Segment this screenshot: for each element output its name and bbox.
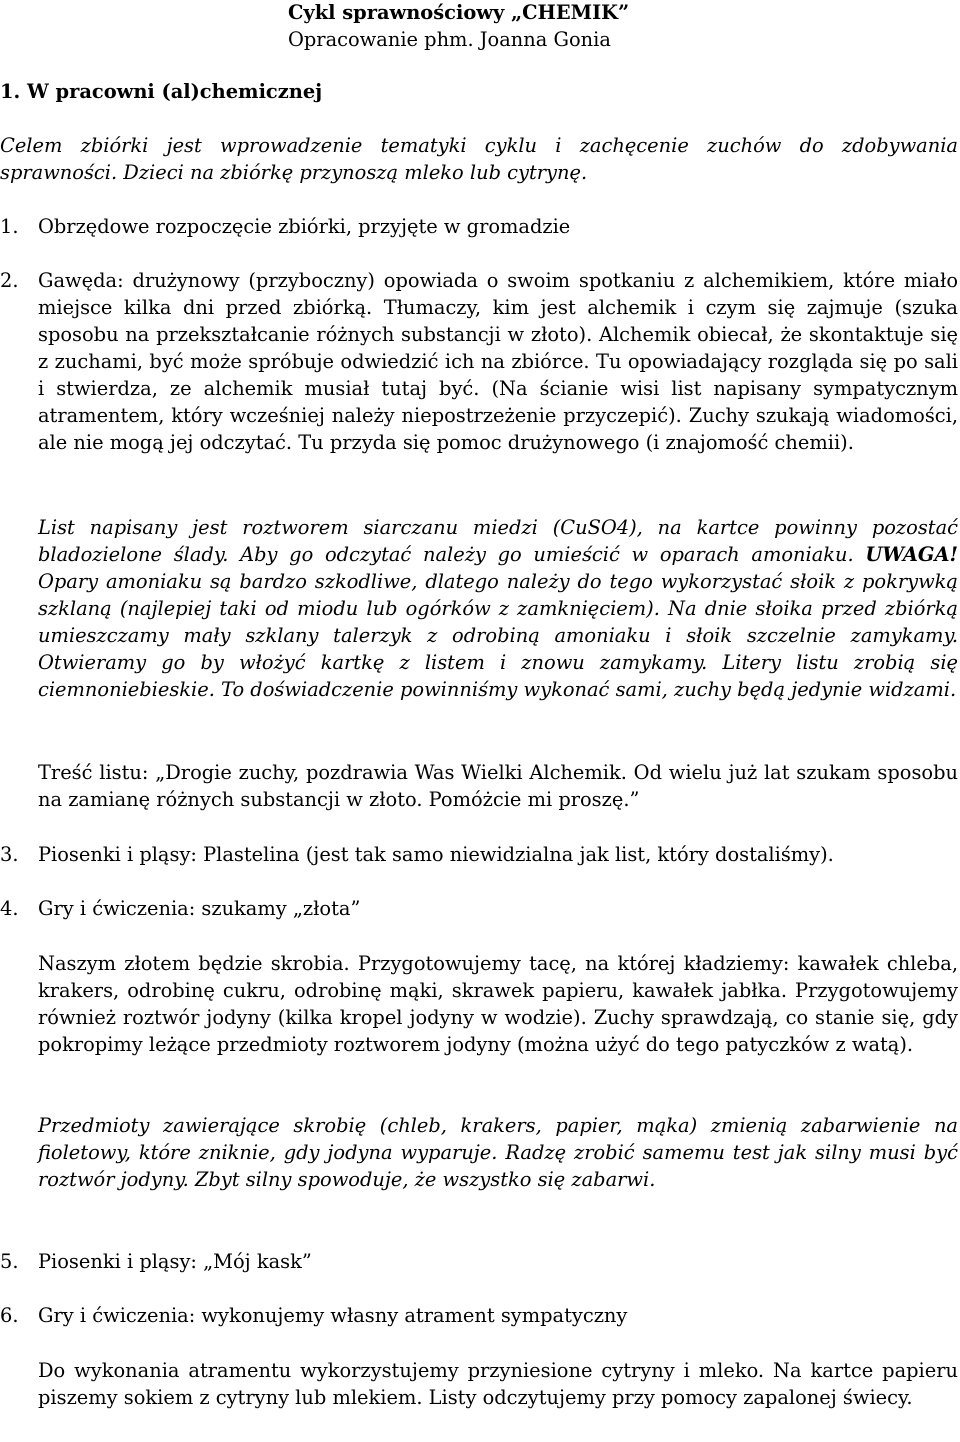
chapter-title: W pracowni (al)chemicznej <box>27 80 323 103</box>
warning-label: UWAGA! <box>865 543 958 566</box>
list-item <box>0 895 958 922</box>
gold-note: Przedmioty zawierające skrobię (chleb, krakers, papier, mąka) zmienią zabarwienie na fioletowy, które zniknie, gdy jodyna wyparuje. Radzę zrobić samemu test jak silny musi być roztwór jodyny. Zbyt silny spowoduje, że wszystko się zabarwi. <box>38 1114 958 1191</box>
gold-description: Naszym złotem będzie skrobia. Przygotowujemy tacę, na której kładziemy: kawałek chleba, krakers, odrobinę cukru, odrobinę mąki, skrawek papieru, kawałek jabłka. Przygotowujemy również roztwór jodyny (kilka kropel jodyny w wodzie). Zuchy sprawdzają, co stanie się, gdy pokropimy leżące przedmioty roztworem jodyny (można użyć do tego patyczków z watą). <box>38 952 958 1056</box>
list-item <box>0 1248 958 1275</box>
list-item <box>0 841 958 868</box>
list-item-number: 6. <box>0 1304 19 1327</box>
list-item-number: 4. <box>0 897 19 920</box>
list-item <box>0 213 958 240</box>
document-author: Opracowanie phm. Joanna Gonia <box>288 28 611 51</box>
letter-note-part1: List napisany jest roztworem siarczanu miedzi (CuSO4), na kartce powinny pozostać bladozielone ślady. Aby go odczytać należy go umieścić w oparach amoniaku. <box>38 516 958 566</box>
list-item-text: Gry i ćwiczenia: szukamy „złota” <box>38 897 361 920</box>
list-item <box>0 1302 958 1329</box>
letter-note-part2: Opary amoniaku są bardzo szkodliwe, dlatego należy do tego wykorzystać słoik z pokrywką szklaną (najlepiej taki od miodu lub ogórków z zamknięciem). Na dnie słoika przed zbiórką umieszczamy mały szklany talerzyk z odrobiną amoniaku i słoik szczelnie zamykamy. Otwieramy go by włożyć kartkę z listem i znowu zamykamy. Litery listu zrobią się ciemnoniebieskie. To doświadczenie powinniśmy wykonać sami, zuchy będą jedynie widzami. <box>38 570 958 701</box>
ink-description: Do wykonania atramentu wykorzystujemy przyniesione cytryny i mleko. Na kartce papieru piszemy sokiem z cytryny lub mlekiem. Listy odczytujemy przy pomocy zapalonej świecy. <box>38 1359 958 1409</box>
list-item-text: Piosenki i pląsy: „Mój kask” <box>38 1250 312 1273</box>
list-item-number: 5. <box>0 1250 19 1273</box>
letter-note <box>38 514 958 703</box>
list-item-text: Gawęda: drużynowy (przyboczny) opowiada o swoim spotkaniu z alchemikiem, które miało miejsce kilka dni przed zbiórką. Tłumaczy, kim jest alchemik i czym się zajmuje (szuka sposobu na przekształcanie różnych substancji w złoto). Alchemik obiecał, że skontaktuje się z zuchami, być może spróbuje odwiedzić ich na zbiórce. Tu opowiadający rozgląda się po sali i stwierdza, ze alchemik musiał tutaj być. (Na ścianie wisi list napisany sympatycznym atramentem, który wcześniej należy niepostrzeżenie przyczepić). Zuchy szukają wiadomości, ale nie mogą jej odczytać. Tu przyda się pomoc drużynowego (i znajomość chemii). <box>38 269 958 454</box>
intro-paragraph: Celem zbiórki jest wprowadzenie tematyki cyklu i zachęcenie zuchów do zdobywania sprawności. Dzieci na zbiórkę przynoszą mleko lub cytrynę. <box>0 134 958 184</box>
list-item-text: Piosenki i pląsy: Plastelina (jest tak samo niewidzialna jak list, który dostaliśmy). <box>38 843 834 866</box>
list-item <box>0 267 958 456</box>
list-item-text: Obrzędowe rozpoczęcie zbiórki, przyjęte w gromadzie <box>38 215 571 238</box>
list-item-number: 1. <box>0 215 19 238</box>
list-item-text: Gry i ćwiczenia: wykonujemy własny atrament sympatyczny <box>38 1304 628 1327</box>
list-item-number: 3. <box>0 843 19 866</box>
chapter-heading <box>0 78 322 105</box>
letter-content: Treść listu: „Drogie zuchy, pozdrawia Was Wielki Alchemik. Od wielu już lat szukam sposobu na zamianę różnych substancji w złoto. Pomóżcie mi proszę.” <box>38 761 958 811</box>
document-title: Cykl sprawnościowy „CHEMIK” <box>288 1 630 24</box>
list-item-number: 2. <box>0 269 19 292</box>
chapter-number: 1. <box>0 80 21 103</box>
document-header <box>288 0 629 53</box>
